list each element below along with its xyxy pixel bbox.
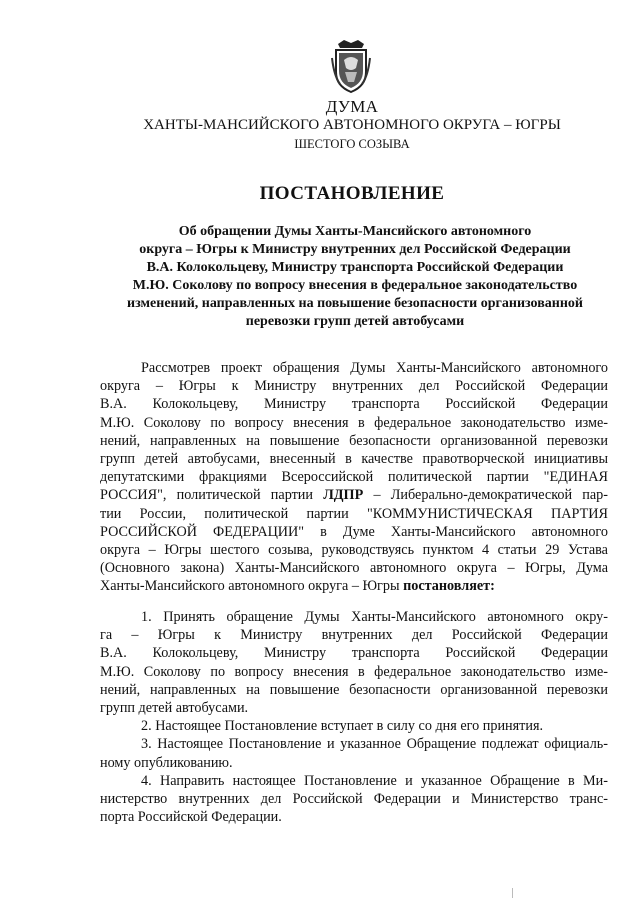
- paragraph-line: нений, направленных на повышение безопасности организованной перевозки: [100, 432, 608, 449]
- item-line: М.Ю. Соколову по вопросу внесения в федеральное законодательство изме-: [100, 663, 608, 680]
- page-mark: [512, 888, 513, 898]
- subject-line: округа – Югры к Министру внутренних дел Российской Федерации: [139, 242, 571, 257]
- item-line: групп детей автобусами.: [100, 700, 249, 717]
- paragraph-line: В.А. Колокольцеву, Министру транспорта Российской Федерации: [100, 396, 608, 413]
- convocation: ШЕСТОГО СОЗЫВА: [294, 137, 410, 151]
- item-line: га – Югры к Министру внутренних дел Российской Федерации: [100, 627, 608, 644]
- line-text: РОССИЯ", политической партии: [100, 487, 324, 504]
- line-text: – Либерально-демократической пар-: [363, 487, 608, 504]
- paragraph-line: [100, 577, 608, 595]
- subject-line: Об обращении Думы Ханты-Мансийского автономного: [178, 224, 532, 239]
- party-name: ЛДПР: [323, 487, 364, 504]
- item-line: 3. Настоящее Постановление и указанное Обращение подлежат официаль-: [141, 736, 608, 753]
- subject-line: М.Ю. Соколову по вопросу внесения в федеральное законодательство: [132, 278, 578, 293]
- preamble-paragraph: [100, 359, 608, 596]
- paragraph-line: М.Ю. Соколову по вопросу внесения в федеральное законодательство изме-: [100, 414, 608, 431]
- subject-line: В.А. Колокольцеву, Министру транспорта Российской Федерации: [146, 260, 564, 275]
- paragraph-line: групп детей автобусами, внесенный в качестве правотворческой инициативы: [100, 451, 608, 468]
- subject-line: перевозки групп детей автобусами: [245, 314, 465, 329]
- item-line: В.А. Колокольцеву, Министру транспорта Российской Федерации: [100, 645, 608, 662]
- paragraph-line: депутатскими фракциями Всероссийской политической партии "ЕДИНАЯ: [100, 469, 608, 486]
- paragraph-line: округа – Югры шестого созыва, руководствуясь пунктом 4 статьи 29 Устава: [100, 542, 608, 559]
- item-line: 4. Направить настоящее Постановление и указанное Обращение в Ми-: [141, 772, 608, 789]
- item-line: нистерство внутренних дел Российской Федерации и Министерство транс-: [100, 791, 608, 808]
- resolution-items: [100, 608, 608, 826]
- document-title: ПОСТАНОВЛЕНИЕ: [259, 183, 445, 204]
- item-line: 1. Принять обращение Думы Ханты-Мансийского автономного окру-: [141, 609, 608, 625]
- item-line: порта Российской Федерации.: [100, 809, 282, 826]
- resolves-keyword: постановляет:: [403, 578, 495, 595]
- paragraph-line: РОССИЙСКОЙ ФЕДЕРАЦИИ" в Думе Ханты-Мансийского автономного: [100, 523, 608, 540]
- paragraph-line: (Основного закона) Ханты-Мансийского автономного округа – Югры, Дума: [100, 560, 608, 577]
- document-subject: [100, 223, 610, 331]
- coat-of-arms-icon: [330, 38, 372, 94]
- item-line: нений, направленных на повышение безопасности организованной перевозки: [100, 681, 608, 698]
- item-line: 2. Настоящее Постановление вступает в силу со дня его принятия.: [141, 718, 544, 735]
- region-name: ХАНТЫ-МАНСИЙСКОГО АВТОНОМНОГО ОКРУГА – ЮГРЫ: [143, 117, 561, 133]
- paragraph-line: тии России, политической партии "КОММУНИСТИЧЕСКАЯ ПАРТИЯ: [100, 505, 608, 522]
- line-text: Ханты-Мансийского автономного округа – Югры: [100, 578, 404, 595]
- paragraph-line: округа – Югры к Министру внутренних дел Российской Федерации: [100, 378, 608, 395]
- paragraph-line: [100, 486, 608, 504]
- subject-line: изменений, направленных на повышение безопасности организованной: [127, 296, 583, 311]
- paragraph-line: Рассмотрев проект обращения Думы Ханты-Мансийского автономного: [141, 360, 608, 376]
- item-line: ному опубликованию.: [100, 754, 233, 771]
- organization-name: ДУМА: [325, 97, 379, 116]
